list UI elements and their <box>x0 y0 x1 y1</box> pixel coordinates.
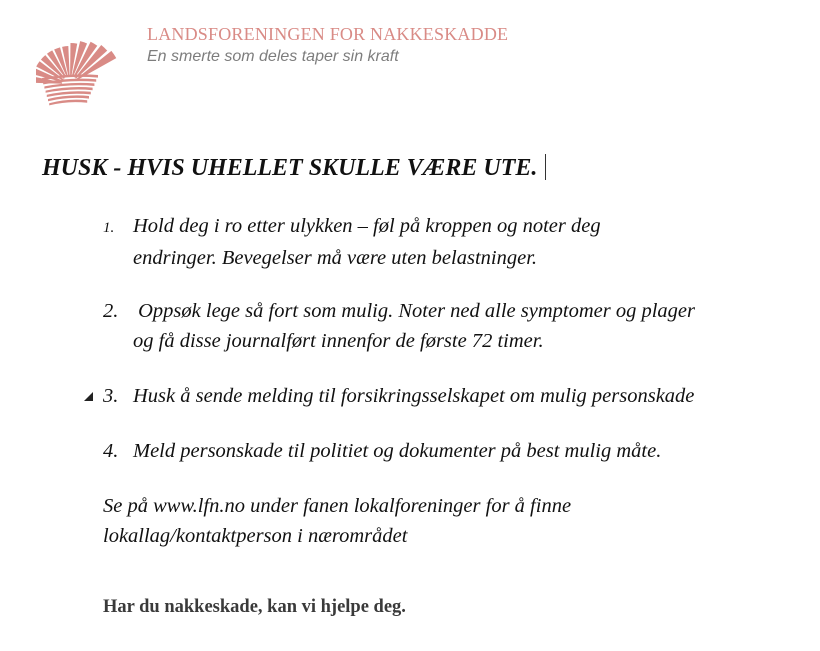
list-item-1 <box>103 211 813 273</box>
shell-fan-logo-icon <box>36 14 136 108</box>
list-text: Husk å sende melding til forsikringsselskapet om mulig personskade <box>133 385 695 407</box>
text-cursor <box>545 154 546 180</box>
list-item-4 <box>103 436 813 466</box>
list-text-continuation: endringer. Bevegelser må være uten belastninger. <box>133 247 538 269</box>
list-text: Meld personskade til politiet og dokumenter på best mulig måte. <box>133 440 662 462</box>
page-heading <box>42 154 546 182</box>
organization-name: LANDSFORENINGEN FOR NAKKESKADDE <box>147 24 509 44</box>
list-text: Hold deg i ro etter ulykken – føl på kroppen og noter deg <box>133 215 601 237</box>
tagline: En smerte som deles taper sin kraft <box>147 48 399 65</box>
list-text-continuation: og få disse journalført innenfor de første 72 timer. <box>133 330 544 352</box>
closing-statement: Har du nakkeskade, kan vi hjelpe deg. <box>103 597 406 617</box>
collapse-triangle-icon[interactable] <box>84 392 93 401</box>
list-number: 2. <box>103 300 119 322</box>
list-number: 4. <box>103 440 119 462</box>
list-item-3 <box>103 381 813 411</box>
info-line: Se på www.lfn.no under fanen lokalforeninger for å finne <box>103 495 572 517</box>
heading-text: HUSK - HVIS UHELLET SKULLE VÆRE UTE. <box>42 155 538 181</box>
list-item-2 <box>103 296 813 356</box>
list-text: Oppsøk lege så fort som mulig. Noter ned alle symptomer og plager <box>133 300 695 322</box>
info-line: lokallag/kontaktperson i nærområdet <box>103 525 408 547</box>
info-paragraph <box>103 491 803 551</box>
list-number: 1. <box>103 220 115 236</box>
list-number: 3. <box>103 385 119 407</box>
